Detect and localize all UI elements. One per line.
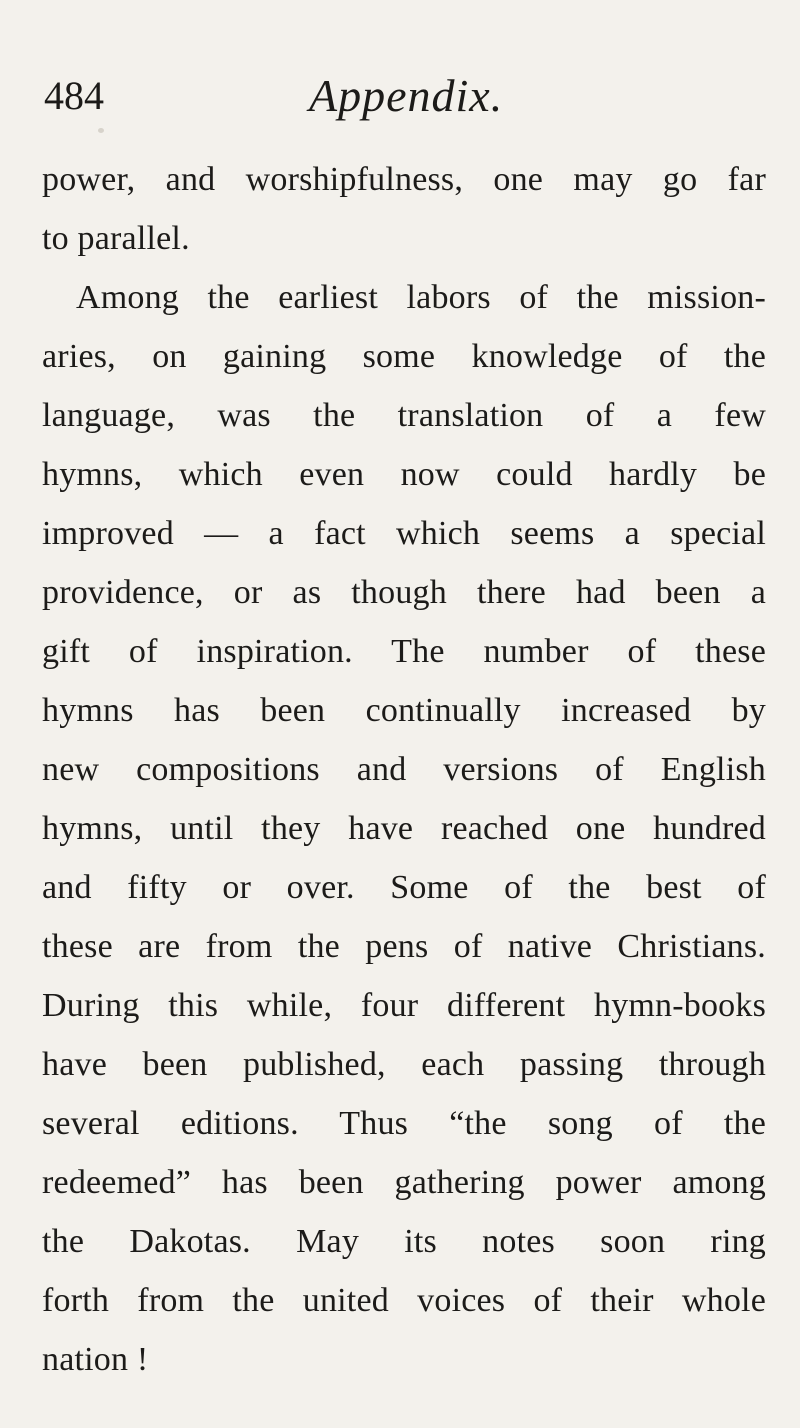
text-line: aries, on gaining some knowledge of the bbox=[42, 338, 766, 375]
text-line: hymns, which even now could hardly be bbox=[42, 456, 766, 493]
text-line: gift of inspiration. The number of these bbox=[42, 633, 766, 670]
text-line: and fifty or over. Some of the best of bbox=[42, 869, 766, 906]
text-line: providence, or as though there had been a bbox=[42, 574, 766, 611]
text-line: During this while, four different hymn-books bbox=[42, 987, 766, 1024]
paper-speck bbox=[98, 128, 104, 133]
page-number: 484 bbox=[44, 73, 104, 118]
running-head bbox=[44, 66, 764, 122]
text-line: redeemed” has been gathering power among bbox=[42, 1164, 766, 1201]
text-line: hymns has been continually increased by bbox=[42, 692, 766, 729]
text-line: improved — a fact which seems a special bbox=[42, 515, 766, 552]
text-line: forth from the united voices of their whole bbox=[42, 1282, 766, 1319]
text-line: nation ! bbox=[42, 1341, 149, 1378]
text-line: to parallel. bbox=[42, 220, 190, 257]
text-line: power, and worshipfulness, one may go far bbox=[42, 161, 766, 198]
text-line: several editions. Thus “the song of the bbox=[42, 1105, 766, 1142]
text-line: the Dakotas. May its notes soon ring bbox=[42, 1223, 766, 1260]
text-line: Among the earliest labors of the mission- bbox=[76, 279, 766, 316]
text-line: hymns, until they have reached one hundred bbox=[42, 810, 766, 847]
text-line: have been published, each passing through bbox=[42, 1046, 766, 1083]
running-title: Appendix. bbox=[309, 70, 504, 121]
body-text bbox=[42, 150, 766, 1389]
text-line: these are from the pens of native Christians. bbox=[42, 928, 766, 965]
text-line: new compositions and versions of English bbox=[42, 751, 766, 788]
text-line: language, was the translation of a few bbox=[42, 397, 766, 434]
